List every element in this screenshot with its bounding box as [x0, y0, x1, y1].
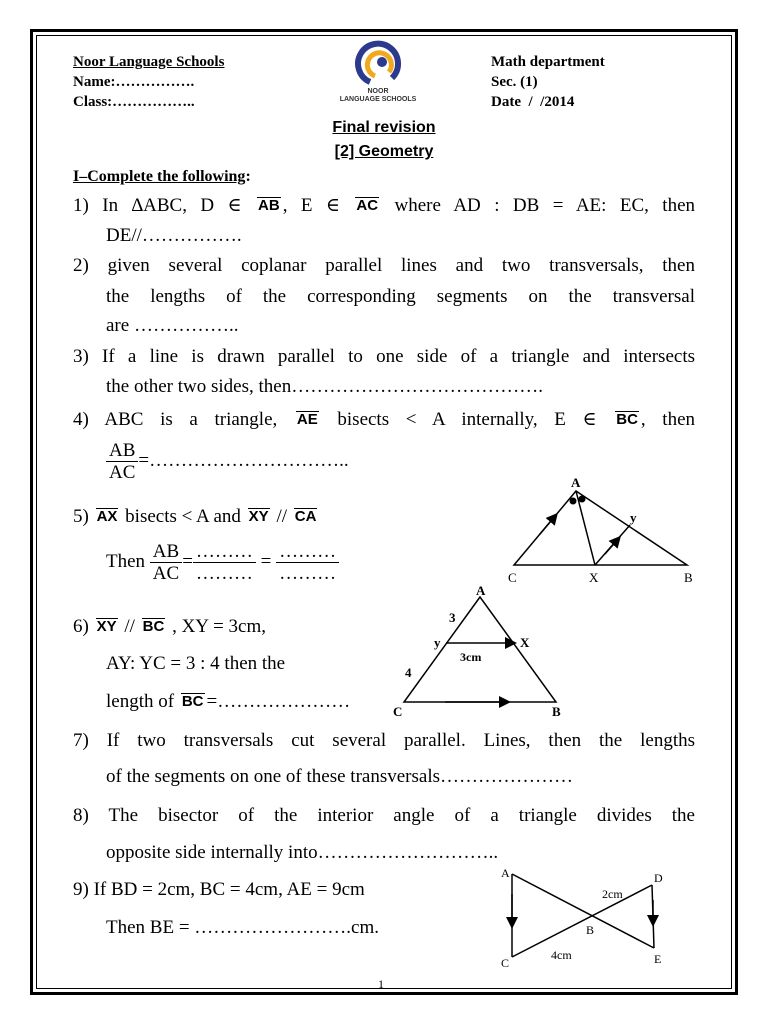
label-x-q6: X [520, 635, 530, 650]
parallel-arrow-xy [605, 538, 619, 554]
department: Math department [491, 54, 605, 70]
q4-answer-dots: =………………………….. [138, 450, 349, 471]
q5-line1 [73, 507, 319, 527]
q6-line1 [73, 617, 266, 637]
q5-fraction-3 [276, 541, 339, 584]
label-ay-length: 3 [449, 610, 456, 625]
label-d-q9: D [654, 871, 663, 885]
section-heading-colon: : [245, 168, 251, 185]
q5-numerator: AB [150, 541, 182, 563]
q1-text-b: , E ∈ [282, 195, 340, 216]
parallel-arrow-ca [540, 515, 556, 534]
section-heading [73, 168, 251, 186]
q6-number: 6) [73, 616, 89, 637]
class-field: Class:…………….. [73, 94, 195, 110]
q1-line2: DE//……………. [106, 225, 242, 246]
label-c-q6: C [393, 704, 403, 719]
q7-line2: of the segments on one of these transversals………………… [106, 766, 573, 787]
q4-line1 [73, 408, 695, 431]
q4-denominator: AC [109, 462, 136, 484]
label-b-q6: B [552, 704, 561, 719]
q6-triangle-figure [390, 585, 570, 720]
q6-text-length: length of [106, 691, 175, 712]
q6-answer-dots: =………………… [206, 691, 351, 712]
header-right [491, 52, 605, 112]
school-name: Noor Language Schools [73, 54, 225, 70]
q3-line1: 3) If a line is drawn parallel to one side of a triangle and intersects [73, 346, 695, 367]
q6-line3 [106, 692, 350, 712]
date-year: /2014 [540, 94, 575, 110]
segment-ca: CA [294, 508, 317, 525]
q1-text-a: 1) In ∆ABC, D ∈ [73, 195, 242, 216]
q5-eq-2: = [260, 551, 272, 572]
segment-ae-line [512, 874, 654, 948]
label-b: B [684, 570, 693, 585]
q5-blank-den-1: ……… [195, 563, 253, 585]
label-bc-length: 4cm [551, 948, 572, 962]
q9-bowtie-figure [496, 864, 676, 974]
section-number: Sec. (1) [491, 74, 538, 90]
label-x: X [589, 570, 599, 585]
q9-line2: Then BE = …………………….cm. [106, 917, 379, 938]
q1-line1 [73, 194, 695, 217]
angle-mark-1 [570, 498, 577, 505]
date-sep: / [528, 94, 533, 110]
q5-denominator: AC [152, 563, 180, 585]
q6-line2: AY: YC = 3 : 4 then the [106, 653, 286, 674]
q4-fraction [106, 440, 138, 483]
q9-line1: 9) If BD = 2cm, BC = 4cm, AE = 9cm [73, 879, 365, 900]
logo-text-1: NOOR [367, 88, 389, 95]
logo-text-2: LANGUAGE SCHOOLS [339, 96, 417, 103]
q5-blank-num-2: ……… [276, 541, 339, 563]
q5-text-b: bisects < A and [125, 506, 241, 527]
q5-parallel: // [276, 506, 287, 527]
label-c: C [508, 570, 517, 585]
page-subtitle: [2] Geometry [334, 143, 434, 160]
q4-line2 [106, 440, 349, 483]
label-a-q6: A [476, 583, 486, 598]
label-xy-length: 3cm [460, 650, 482, 664]
q2-line1: 2) given several coplanar parallel lines and two transversals, then [73, 255, 695, 276]
q5-number: 5) [73, 506, 89, 527]
label-e-q9: E [654, 952, 662, 966]
q5-triangle-figure [500, 474, 700, 586]
label-a: A [571, 475, 581, 490]
q1-text-c: where AD : DB = AE: EC, then [394, 195, 696, 216]
segment-bc: BC [616, 411, 638, 428]
triangle-acb [514, 491, 687, 565]
q5-blank-den-2: ……… [279, 563, 337, 585]
segment-xy: XY [248, 508, 269, 525]
q5-then: Then [106, 551, 146, 572]
segment-ac: AC [356, 197, 379, 214]
segment-ax: AX [96, 508, 118, 525]
label-bd-length: 2cm [602, 887, 623, 901]
segment-cd-line [512, 885, 652, 957]
section-heading-text: I–Complete the following [73, 168, 246, 185]
q4-numerator: AB [106, 440, 138, 462]
q8-line2: opposite side internally into……………………….. [106, 842, 499, 863]
q5-line2 [106, 541, 339, 584]
q2-line2: the lengths of the corresponding segments on the transversal [106, 286, 695, 307]
date-field [491, 92, 605, 112]
q4-text-b: bisects < A internally, E ∈ [337, 409, 597, 430]
school-logo [326, 36, 430, 106]
label-y-q6: y [434, 635, 441, 650]
q5-fraction-2 [193, 541, 256, 584]
label-b-q9: B [586, 923, 595, 937]
q8-line1: 8) The bisector of the interior angle of a triangle divides the [73, 805, 695, 826]
q7-line1: 7) If two transversals cut several parallel. Lines, then the lengths [73, 730, 695, 751]
q6-parallel: // [124, 616, 135, 637]
segment-xy-q6: XY [96, 618, 117, 635]
q5-eq-1: = [182, 551, 193, 572]
segment-ab: AB [258, 197, 280, 214]
q4-text-a: 4) ABC is a triangle, [73, 409, 278, 430]
page-title: Final revision [332, 119, 436, 136]
label-c-q9: C [501, 956, 510, 970]
q5-blank-num-1: ……… [193, 541, 256, 563]
label-y: y [630, 510, 637, 525]
q2-line3: are …………….. [106, 315, 239, 336]
label-yc-length: 4 [405, 665, 412, 680]
segment-ae: AE [296, 411, 318, 428]
q5-fraction-1 [150, 541, 182, 584]
date-label: Date [491, 94, 521, 110]
label-a-q9: A [501, 866, 510, 880]
q6-text-c: , XY = 3cm, [172, 616, 266, 637]
segment-bc-q6: BC [142, 618, 165, 635]
angle-mark-2 [579, 496, 586, 503]
name-field: Name:……………. [73, 74, 195, 90]
q4-text-c: , then [640, 409, 696, 430]
header-left [73, 52, 224, 112]
q3-line2: the other two sides, then…………………………………. [106, 376, 543, 397]
segment-bc-q6b: BC [181, 693, 204, 710]
page-number: 1 [378, 977, 384, 991]
